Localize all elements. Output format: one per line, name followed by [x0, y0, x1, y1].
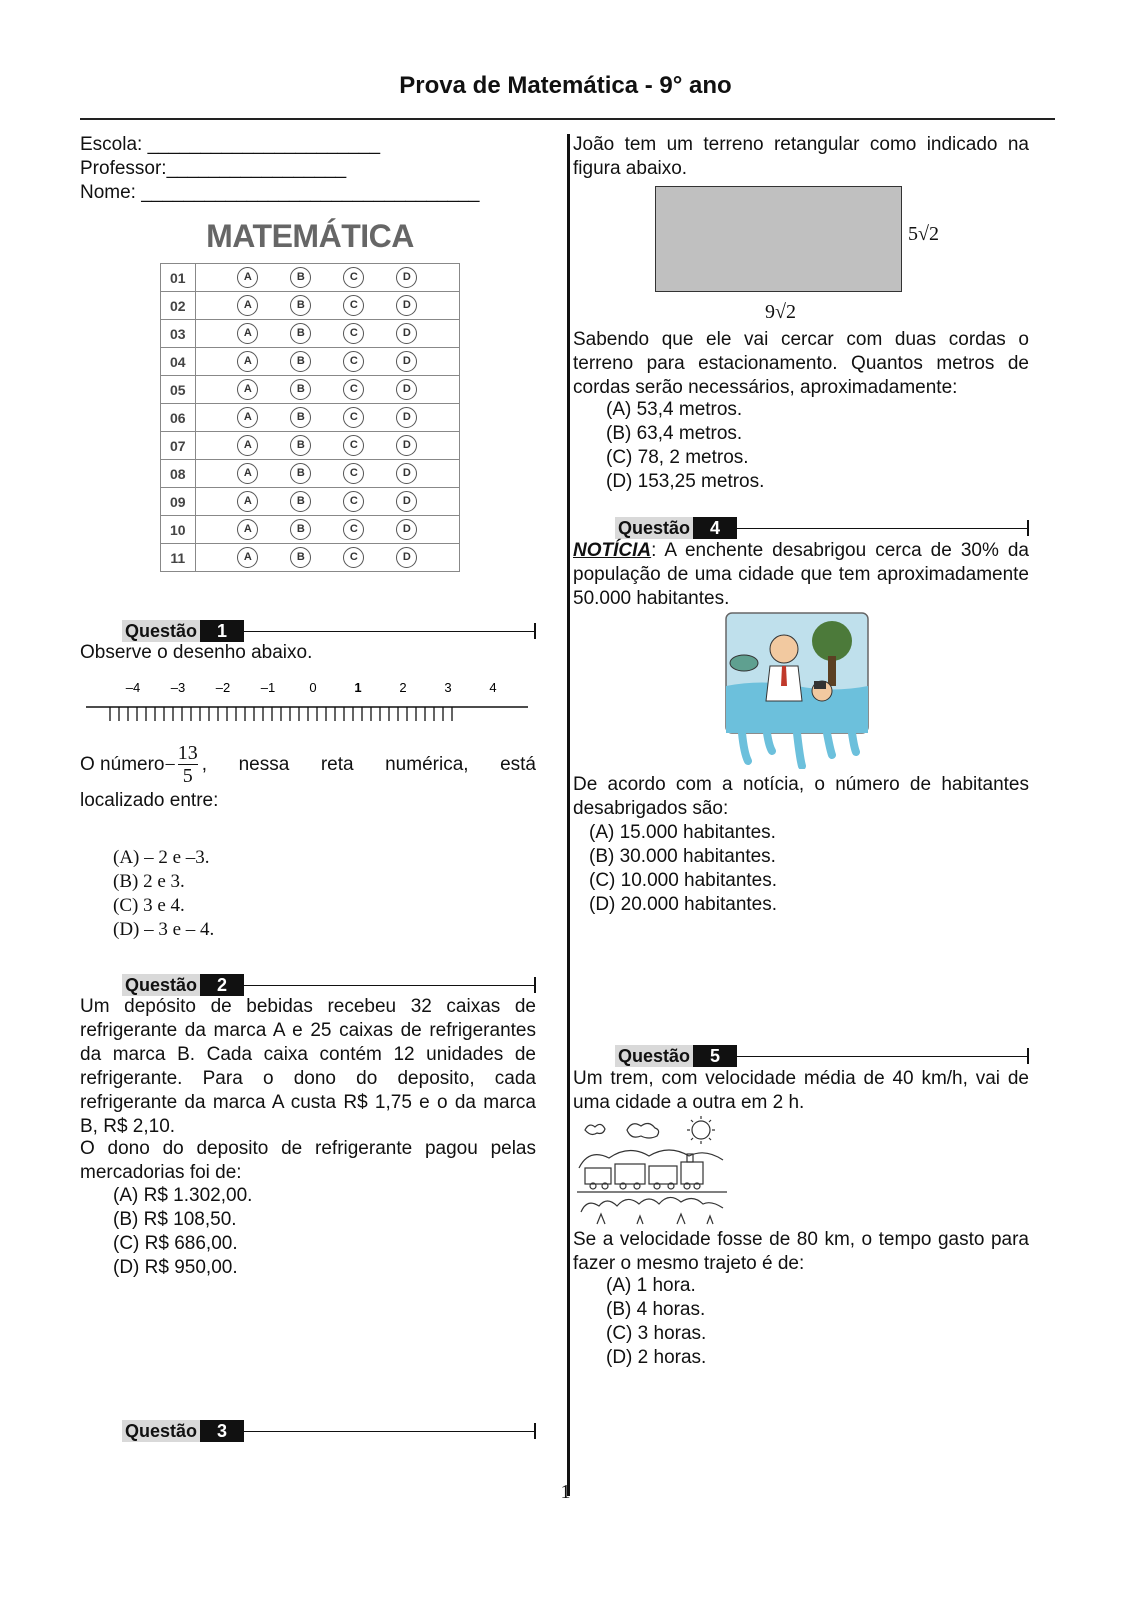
answer-row: [161, 348, 460, 376]
question-3-header: [122, 1419, 536, 1443]
fraction-denominator: 5: [178, 764, 198, 787]
answer-bubbles: [195, 544, 459, 572]
answer-bubble[interactable]: A: [237, 351, 258, 372]
student-info: [80, 133, 479, 205]
q5-options: [606, 1274, 706, 1370]
answer-sheet: [160, 218, 460, 572]
question-number: 4: [693, 517, 737, 539]
q5-option-b[interactable]: (B) 4 horas.: [606, 1299, 706, 1320]
answer-bubble[interactable]: A: [237, 435, 258, 456]
q4-question: De acordo com a notícia, o número de habitantes desabrigados são:: [573, 774, 1029, 819]
answer-bubble[interactable]: B: [290, 491, 311, 512]
answer-row: [161, 516, 460, 544]
answer-row-number: 08: [161, 460, 196, 488]
answer-bubble[interactable]: B: [290, 519, 311, 540]
answer-bubble[interactable]: D: [396, 267, 417, 288]
escola-field: Escola: ______________________: [80, 134, 381, 155]
number-line-label: 1: [354, 680, 362, 695]
q1-option-c[interactable]: (C) 3 e 4.: [113, 895, 185, 916]
answer-bubble[interactable]: A: [237, 491, 258, 512]
answer-bubbles: [195, 320, 459, 348]
page-title: Prova de Matemática - 9° ano: [399, 72, 732, 99]
q3-option-a[interactable]: (A) 53,4 metros.: [606, 399, 743, 420]
page-number: 1: [560, 1481, 571, 1503]
q3-option-b[interactable]: (B) 63,4 metros.: [606, 423, 743, 444]
number-line-label: –4: [125, 680, 141, 695]
question-number: 2: [200, 974, 244, 996]
answer-row-number: 11: [161, 544, 196, 572]
answer-bubbles: [195, 292, 459, 320]
answer-bubble[interactable]: B: [290, 435, 311, 456]
answer-row-number: 03: [161, 320, 196, 348]
q2-option-a[interactable]: (A) R$ 1.302,00.: [113, 1185, 253, 1206]
answer-bubbles: [195, 460, 459, 488]
q1-option-d[interactable]: (D) – 3 e – 4.: [113, 919, 215, 940]
answer-bubbles: [195, 348, 459, 376]
answer-bubble[interactable]: C: [343, 379, 364, 400]
answer-row-number: 05: [161, 376, 196, 404]
answer-row-number: 06: [161, 404, 196, 432]
answer-bubble[interactable]: C: [343, 295, 364, 316]
answer-row: [161, 404, 460, 432]
answer-bubble[interactable]: D: [396, 295, 417, 316]
answer-row: [161, 264, 460, 292]
answer-bubble[interactable]: D: [396, 463, 417, 484]
q4-text: [573, 539, 1029, 611]
answer-bubbles: [195, 404, 459, 432]
q3-question: Sabendo que ele vai cercar com duas cordas o terreno para estacionamento. Quantos metros de cordas serão necessários, aproximadamente:: [573, 329, 1029, 398]
professor-field: Professor:_________________: [80, 158, 347, 179]
q1-option-b[interactable]: (B) 2 e 3.: [113, 871, 185, 892]
question-4-header: [615, 516, 1029, 540]
q5-option-d[interactable]: (D) 2 horas.: [606, 1347, 707, 1368]
answer-row-number: 10: [161, 516, 196, 544]
number-line: [84, 676, 530, 726]
flood-illustration: [722, 611, 872, 769]
answer-row-number: 07: [161, 432, 196, 460]
noticia-label: NOTÍCIA: [573, 540, 652, 561]
q2-text: Um depósito de bebidas recebeu 32 caixas de refrigerante da marca A e 25 caixas de refrigerantes da marca B. Cada caixa contém 12 unidades de refrigerante. Para o dono do deposito, cada refrigerante da marca A custa R$ 1,75 e o da marca B, R$ 2,10.: [80, 996, 536, 1137]
answer-bubbles: [195, 376, 459, 404]
answer-bubble[interactable]: B: [290, 379, 311, 400]
q4-option-b[interactable]: (B) 30.000 habitantes.: [589, 846, 776, 867]
answer-row-number: 04: [161, 348, 196, 376]
answer-row-number: 09: [161, 488, 196, 516]
number-line-label: 4: [489, 680, 497, 695]
question-label: Questão: [122, 1420, 200, 1442]
answer-bubble[interactable]: A: [237, 295, 258, 316]
answer-bubble[interactable]: B: [290, 463, 311, 484]
question-number: 5: [693, 1045, 737, 1067]
answer-bubble[interactable]: C: [343, 267, 364, 288]
answer-bubble[interactable]: D: [396, 407, 417, 428]
question-label: Questão: [122, 974, 200, 996]
answer-bubble[interactable]: D: [396, 519, 417, 540]
answer-bubble[interactable]: C: [343, 547, 364, 568]
answer-bubble[interactable]: A: [237, 267, 258, 288]
answer-bubble[interactable]: C: [343, 351, 364, 372]
question-number: 3: [200, 1420, 244, 1442]
answer-bubble[interactable]: B: [290, 267, 311, 288]
q4-options: [589, 821, 777, 917]
answer-bubbles: [195, 516, 459, 544]
answer-bubble[interactable]: D: [396, 547, 417, 568]
q4-noticia-text: : A enchente desabrigou cerca de 30% da população de uma cidade que tem aproximadamente 50.000 habitantes.: [573, 540, 1029, 609]
q2-options: [113, 1184, 252, 1280]
q5-option-c[interactable]: (C) 3 horas.: [606, 1323, 707, 1344]
q4-option-d[interactable]: (D) 20.000 habitantes.: [589, 894, 778, 915]
number-line-label: –2: [215, 680, 231, 695]
q5-question: Se a velocidade fosse de 80 km, o tempo gasto para fazer o mesmo trajeto é de:: [573, 1229, 1029, 1274]
answer-row: [161, 292, 460, 320]
answer-row-number: 02: [161, 292, 196, 320]
terrain-side-label: 5√2: [908, 223, 939, 245]
q5-option-a[interactable]: (A) 1 hora.: [606, 1275, 696, 1296]
answer-grid: [160, 263, 460, 572]
nome-field: Nome: ________________________________: [80, 182, 480, 203]
question-label: Questão: [122, 620, 200, 642]
answer-bubble[interactable]: C: [343, 463, 364, 484]
answer-row: [161, 460, 460, 488]
number-line-label: 2: [399, 680, 407, 695]
column-divider: [567, 134, 570, 1496]
train-illustration: [577, 1116, 729, 1226]
answer-row: [161, 544, 460, 572]
fraction-sign: −: [164, 753, 176, 776]
q1-text-line2: localizado entre:: [80, 790, 219, 811]
terrain-rectangle: [655, 186, 902, 292]
q3-option-d[interactable]: (D) 153,25 metros.: [606, 471, 765, 492]
answer-bubble[interactable]: A: [237, 323, 258, 344]
q2-option-c[interactable]: (C) R$ 686,00.: [113, 1233, 238, 1254]
answer-bubble[interactable]: D: [396, 323, 417, 344]
answer-bubble[interactable]: C: [343, 407, 364, 428]
q1-statement: [80, 742, 536, 813]
fraction-numerator: 13: [177, 742, 198, 764]
answer-bubbles: [195, 432, 459, 460]
q3-options: [606, 398, 764, 494]
question-label: Questão: [615, 517, 693, 539]
q1-option-a[interactable]: (A) – 2 e –3.: [113, 847, 210, 868]
question-2-header: [122, 973, 536, 997]
answer-bubble[interactable]: A: [237, 519, 258, 540]
answer-sheet-title: MATEMÁTICA: [206, 218, 414, 254]
answer-bubble[interactable]: D: [396, 435, 417, 456]
answer-bubble[interactable]: C: [343, 519, 364, 540]
answer-bubble[interactable]: A: [237, 547, 258, 568]
answer-row: [161, 432, 460, 460]
q2-question: O dono do deposito de refrigerante pagou pelas mercadorias foi de:: [80, 1138, 536, 1183]
question-label: Questão: [615, 1045, 693, 1067]
number-line-label: 0: [309, 680, 317, 695]
answer-bubble[interactable]: D: [396, 379, 417, 400]
answer-bubble[interactable]: B: [290, 351, 311, 372]
answer-bubble[interactable]: A: [237, 379, 258, 400]
q5-text: Um trem, com velocidade média de 40 km/h, vai de uma cidade a outra em 2 h.: [573, 1068, 1029, 1113]
answer-bubble[interactable]: A: [237, 463, 258, 484]
number-line-label: –1: [260, 680, 276, 695]
q3-intro: João tem um terreno retangular como indicado na figura abaixo.: [573, 134, 1029, 179]
answer-row-number: 01: [161, 264, 196, 292]
answer-bubble[interactable]: B: [290, 323, 311, 344]
answer-bubble[interactable]: D: [396, 491, 417, 512]
answer-bubbles: [195, 264, 459, 292]
question-number: 1: [200, 620, 244, 642]
question-5-header: [615, 1044, 1029, 1068]
answer-bubble[interactable]: D: [396, 351, 417, 372]
terrain-bottom-label: 9√2: [765, 301, 796, 323]
number-line-label: –3: [170, 680, 186, 695]
q3-option-c[interactable]: (C) 78, 2 metros.: [606, 447, 749, 468]
answer-bubble[interactable]: C: [343, 323, 364, 344]
q4-option-c[interactable]: (C) 10.000 habitantes.: [589, 870, 778, 891]
answer-bubbles: [195, 488, 459, 516]
q2-option-d[interactable]: (D) R$ 950,00.: [113, 1257, 238, 1278]
answer-bubble[interactable]: C: [343, 435, 364, 456]
answer-row: [161, 488, 460, 516]
q4-option-a[interactable]: (A) 15.000 habitantes.: [589, 822, 776, 843]
answer-bubble[interactable]: B: [290, 295, 311, 316]
q1-text-after: , nessa reta numérica, está: [201, 753, 536, 775]
q1-options: [113, 846, 214, 942]
q1-text-before: O número: [80, 753, 165, 775]
answer-row: [161, 320, 460, 348]
question-1-header: [122, 619, 536, 643]
title-divider: [80, 118, 1055, 120]
answer-bubble[interactable]: B: [290, 547, 311, 568]
q1-intro: Observe o desenho abaixo.: [80, 642, 313, 663]
answer-bubble[interactable]: C: [343, 491, 364, 512]
fraction: [178, 742, 198, 787]
answer-bubble[interactable]: B: [290, 407, 311, 428]
q2-option-b[interactable]: (B) R$ 108,50.: [113, 1209, 237, 1230]
number-line-label: 3: [444, 680, 452, 695]
answer-row: [161, 376, 460, 404]
answer-bubble[interactable]: A: [237, 407, 258, 428]
